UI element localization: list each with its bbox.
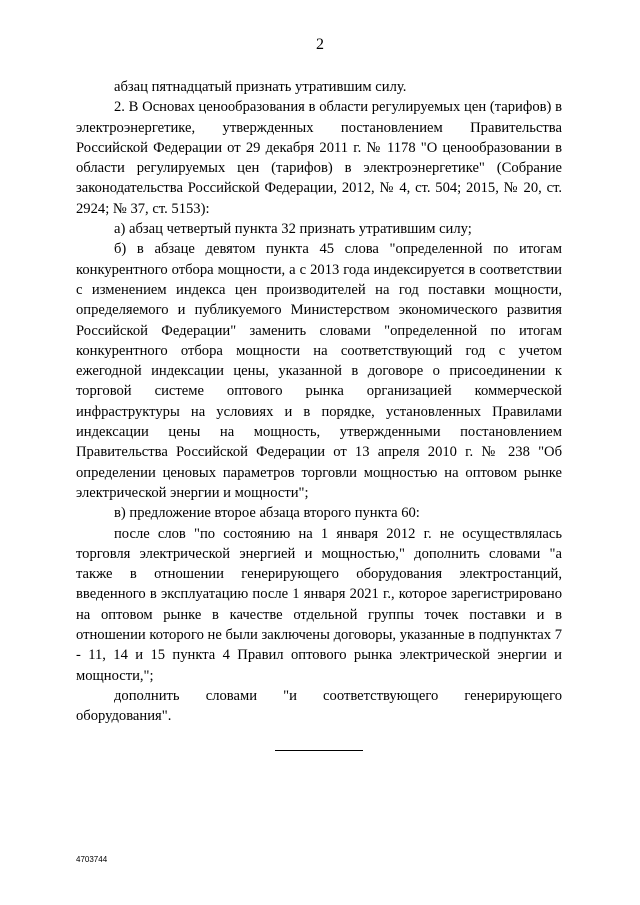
paragraph-7: дополнить словами "и соответствующего генерирующего оборудования". (76, 687, 562, 725)
paragraph-5: в) предложение второе абзаца второго пункта 60: (114, 505, 420, 522)
paragraph-1: абзац пятнадцатый признать утратившим силу. (114, 79, 407, 95)
paragraph-4: б) в абзаце девятом пункта 45 слова "определенной по итогам конкурентного отбора мощности, а с 2013 года индексируется в соответствии с изменением индекса цен производителей на год поставки мощности, определяемого и публикуемого Министерством экономического развития Российской Федерации" заменить словами "определенной по итогам конкурентного отбора мощности на соответствующий год с учетом ежегодной индексации цены, указанной в договоре о присоединении к торговой системе оптового рынка организацией коммерческой инфраструктуры на условиях и в порядке, установленных Правилами индексации цены на мощность, утвержденными постановлением Правительства Российской Федерации от 13 апреля 2010 г. № 238 "Об определении ценовых параметров торговли мощностью на оптовом рынке электрической энергии и мощности"; (76, 241, 562, 501)
paragraph-3: а) абзац четвертый пункта 32 признать утратившим силу; (114, 221, 472, 238)
paragraph-2: 2. В Основах ценообразования в области регулируемых цен (тарифов) в электроэнергетике, утвержденных постановлением Правительства Российской Федерации от 29 декабря 2011 г. № 1178 "О ценообразовании в области регулируемых цен (тарифов) в электроэнергетике" (Собрание законодательства Российской Федерации, 2012, № 4, ст. 504; 2015, № 20, ст. 2924; № 37, ст. 5153): (76, 99, 562, 217)
document-body (76, 77, 562, 727)
end-divider (275, 750, 363, 751)
paragraph-6: после слов "по состоянию на 1 января 2012 г. не осуществлялась торговля электрической энергией и мощностью," дополнить словами "а также в отношении генерирующего оборудования электростанций, введенного в эксплуатацию после 1 января 2021 г., которое зарегистрировано на оптовом рынке в качестве отдельной группы точек поставки и в отношении которого не были заключены договоры, указанные в подпунктах 7 - 11, 14 и 15 пункта 4 Правил оптового рынка электрической энергии и мощности,"; (76, 525, 562, 684)
document-code: 4703744 (76, 855, 108, 864)
page-number: 2 (316, 36, 324, 53)
